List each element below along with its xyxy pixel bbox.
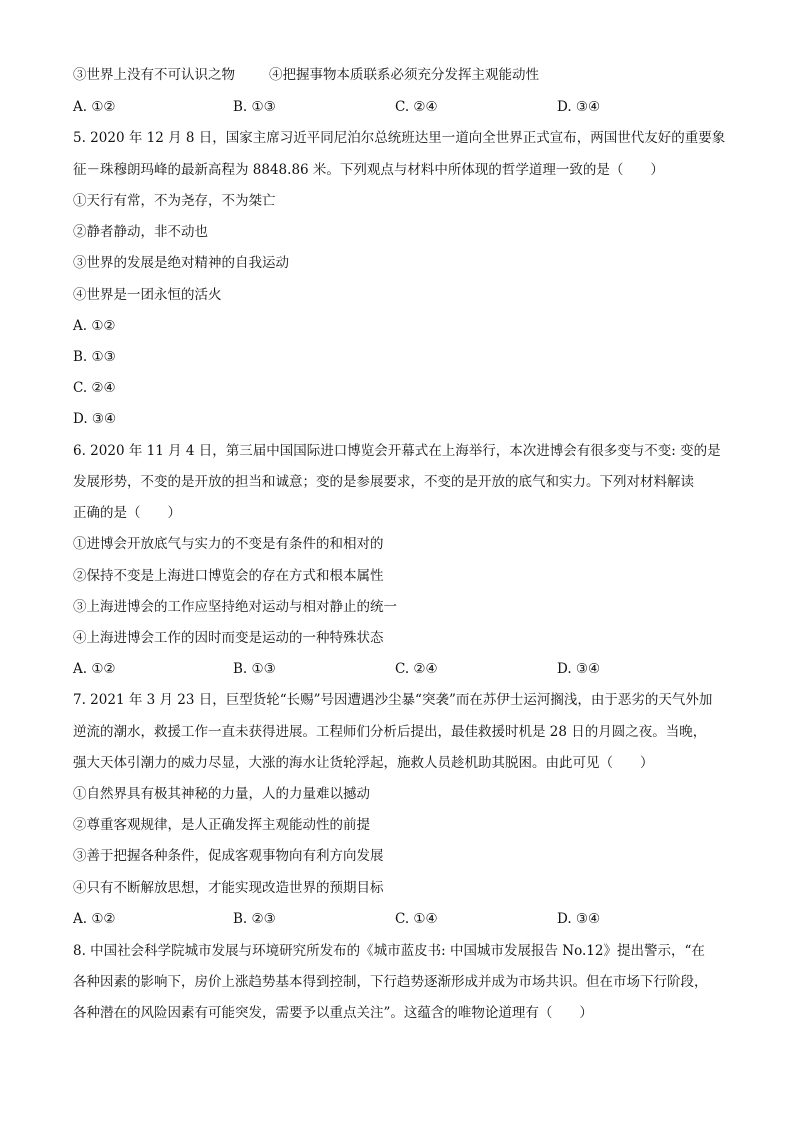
q4-option-d[interactable]: D. ③④ [557,99,601,115]
q7-stem-line-3: 强大天体引潮力的威力尽显，大涨的海水让货轮浮起，施救人员趁机助其脱困。由此可见（ ） [73,755,654,771]
q4-options [73,97,733,117]
q7-option-a[interactable]: A. ①② [73,911,116,927]
q5-statement-4: ④世界是一团永恒的活火 [73,287,222,303]
q5-statement-1: ①天行有常，不为尧存，不为桀亡 [73,193,276,209]
q5-stem-line-1: 5. 2020 年 12 月 8 日，国家主席习近平同尼泊尔总统班达里一道向全世界正式宣布，两国世代友好的重要象 [73,130,726,146]
q5-option-d[interactable]: D. ③④ [73,411,117,427]
q6-statement-3: ③上海进博会的工作应坚持绝对运动与相对静止的统一 [73,599,397,615]
q4-statements-line [73,65,733,85]
q7-statement-2: ②尊重客观规律，是人正确发挥主观能动性的前提 [73,817,370,833]
q6-statement-1: ①进博会开放底气与实力的不变是有条件的和相对的 [73,536,384,552]
q5-statement-2: ②静者静动，非不动也 [73,224,208,240]
q6-option-a[interactable]: A. ①② [73,661,116,677]
q6-stem-line-1: 6. 2020 年 11 月 4 日，第三届中国国际进口博览会开幕式在上海举行，本次进博会有很多变与不变: 变的是 [73,443,721,459]
q7-stem-line-1: 7. 2021 年 3 月 23 日，巨型货轮“长赐”号因遭遇沙尘暴“突袭”而在苏伊士运河搁浅，由于恶劣的天气外加 [73,692,713,708]
q4-option-c[interactable]: C. ②④ [395,99,438,115]
q6-option-d[interactable]: D. ③④ [557,661,601,677]
q5-statement-3: ③世界的发展是绝对精神的自我运动 [73,255,289,271]
q5-option-c[interactable]: C. ②④ [73,380,116,396]
q6-statement-2: ②保持不变是上海进口博览会的存在方式和根本属性 [73,568,384,584]
q7-option-b[interactable]: B. ②③ [233,911,276,927]
q6-stem-line-2: 发展形势，不变的是开放的担当和诚意；变的是参展要求，不变的是开放的底气和实力。下列对材料解读 [73,474,694,490]
q8-stem-line-1: 8. 中国社会科学院城市发展与环境研究所发布的《城市蓝皮书: 中国城市发展报告 No.12》提出警示，“在 [73,943,705,959]
q7-stem-line-2: 逆流的潮水，救援工作一直未获得进展。工程师们分析后提出，最佳救援时机是 28 日的月圆之夜。当晚， [73,724,707,740]
q4-option-b[interactable]: B. ①③ [233,99,276,115]
q7-option-c[interactable]: C. ①④ [395,911,438,927]
q6-statement-4: ④上海进博会工作的因时而变是运动的一种特殊状态 [73,630,384,646]
q6-option-b[interactable]: B. ①③ [233,661,276,677]
q6-option-c[interactable]: C. ②④ [395,661,438,677]
q8-stem-line-2: 各种因素的影响下，房价上涨趋势基本得到控制，下行趋势逐渐形成并成为市场共识。但在市场下行阶段， [73,974,708,990]
q5-stem-line-2: 征－珠穆朗玛峰的最新高程为 8848.86 米。下列观点与材料中所体现的哲学道理一致的是（ ） [73,162,664,178]
q7-statement-4: ④只有不断解放思想，才能实现改造世界的预期目标 [73,880,384,896]
q5-option-a[interactable]: A. ①② [73,318,116,334]
q7-statement-1: ①自然界具有极其神秘的力量，人的力量难以撼动 [73,786,370,802]
q7-statement-3: ③善于把握各种条件，促成客观事物向有利方向发展 [73,848,384,864]
q6-options [73,659,733,679]
q8-stem-line-3: 各种潜在的风险因素有可能突发，需要予以重点关注”。这蕴含的唯物论道理有（ ） [73,1005,593,1021]
q7-option-d[interactable]: D. ③④ [557,911,601,927]
q4-option-a[interactable]: A. ①② [73,99,116,115]
q6-stem-line-3: 正确的是（ ） [73,505,181,521]
q5-option-b[interactable]: B. ①③ [73,349,116,365]
q7-options [73,909,733,929]
q4-statement-4: ④把握事物本质联系必须充分发挥主观能动性 [269,67,539,83]
q4-statement-3: ③世界上没有不可认识之物 [73,67,235,83]
